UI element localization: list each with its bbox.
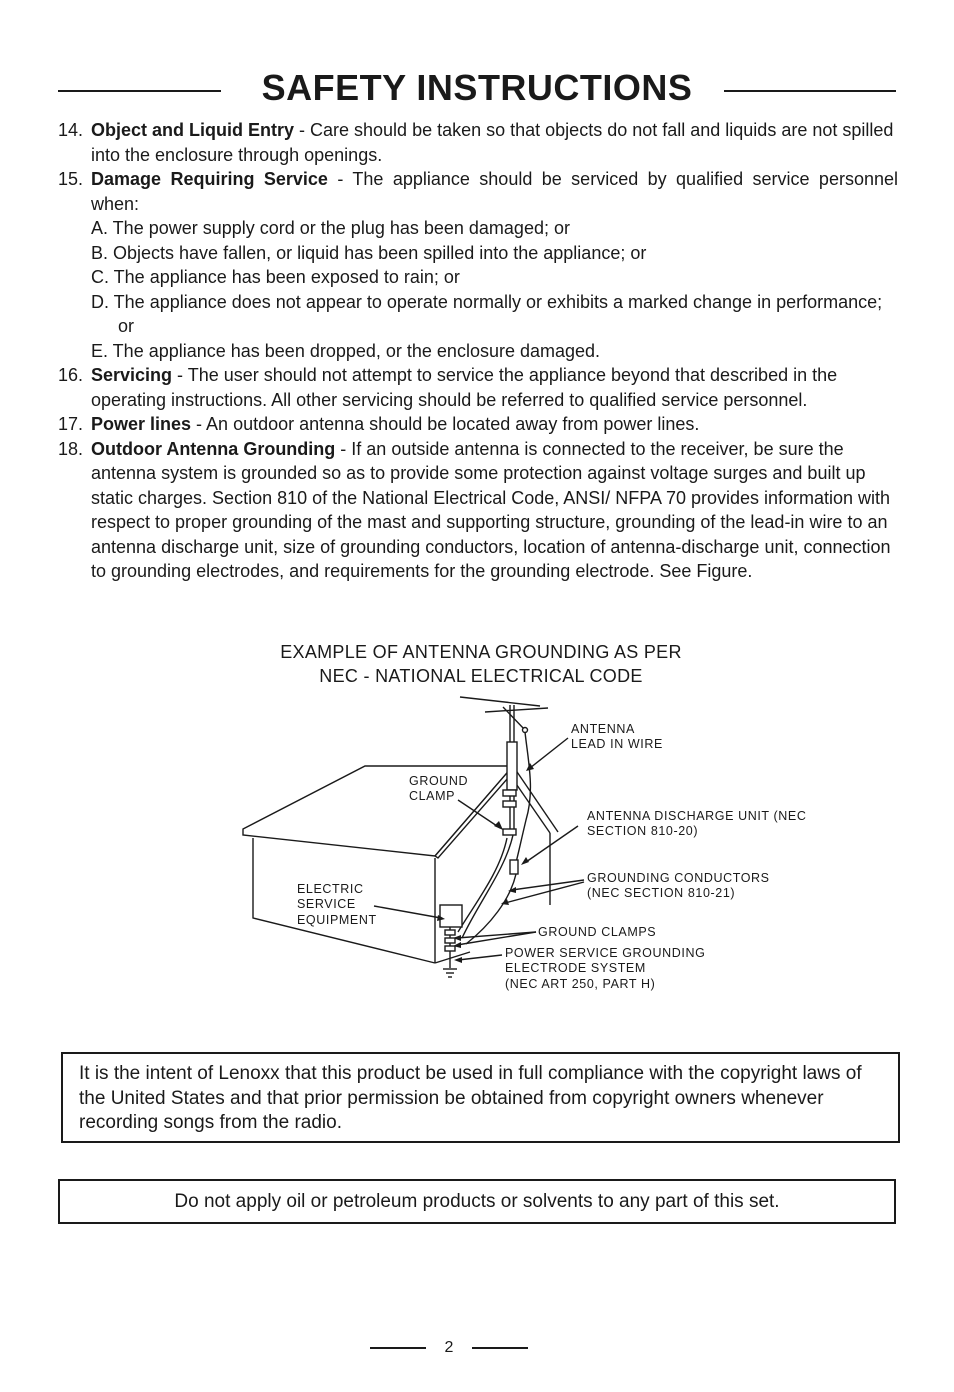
item-number: 16. xyxy=(58,365,84,385)
sub-item: A. The power supply cord or the plug has been damaged; or xyxy=(91,218,570,238)
item-heading: Power lines xyxy=(91,414,192,434)
label-discharge-unit: ANTENNA DISCHARGE UNIT (NEC xyxy=(587,809,807,823)
label-power-grounding: POWER SERVICE GROUNDING xyxy=(505,946,706,960)
grounding-conductor xyxy=(462,835,513,938)
ground-clamp xyxy=(445,930,455,935)
label-equipment: EQUIPMENT xyxy=(297,913,377,927)
label-electrode-system: ELECTRODE SYSTEM xyxy=(505,961,646,975)
sub-item: E. The appliance has been dropped, or the enclosure damaged. xyxy=(91,340,601,361)
ground-clamp xyxy=(445,938,455,943)
item-text: - Care should be taken so that objects do not fall and liquids are not spilled into the enclosure through openings. xyxy=(91,120,894,165)
sub-item: B. Objects have fallen, or liquid has been spilled into the appliance; or xyxy=(91,242,647,263)
label-electric: ELECTRIC xyxy=(297,882,364,896)
label-discharge-unit-2: SECTION 810-20) xyxy=(587,824,699,838)
item-heading: Servicing xyxy=(91,365,173,385)
copyright-notice: It is the intent of Lenoxx that this product be used in full compliance with the copyright laws of the United States and that prior permission be obtained from copyright owners whenever recording songs from the radio. xyxy=(61,1052,900,1143)
label-grounding-conductors-2: (NEC SECTION 810-21) xyxy=(587,886,736,900)
label-nec-art: (NEC ART 250, PART H) xyxy=(505,977,656,991)
discharge-unit xyxy=(510,860,518,874)
item-number: 18. xyxy=(58,438,84,459)
item-text: - The user should not attempt to service the appliance beyond that described in the operating instructions. All other servicing should be referred to qualified service personnel. xyxy=(91,365,838,410)
page-title: SAFETY INSTRUCTIONS xyxy=(261,67,693,108)
item-heading: Outdoor Antenna Grounding xyxy=(91,438,336,459)
item-heading: Object and Liquid Entry xyxy=(91,120,295,140)
figure-caption-line1: EXAMPLE OF ANTENNA GROUNDING AS PER xyxy=(280,642,682,662)
sub-item: D. The appliance does not appear to operate normally or exhibits a marked change in performance; or xyxy=(91,291,883,336)
electric-service-box xyxy=(440,905,462,927)
page-footer xyxy=(370,1336,528,1360)
label-lead-in-wire: LEAD IN WIRE xyxy=(571,737,663,751)
item-text: - The appliance should be serviced by qualified service personnel when: xyxy=(91,169,898,214)
page-number: 2 xyxy=(444,1339,454,1356)
item-number: 15. xyxy=(58,169,84,189)
label-ground-clamp-2: CLAMP xyxy=(409,789,456,803)
label-ground-clamp: GROUND xyxy=(409,774,469,788)
item-number: 17. xyxy=(58,414,84,434)
page-rule-right xyxy=(472,1347,528,1349)
label-antenna: ANTENNA xyxy=(571,722,635,736)
label-service: SERVICE xyxy=(297,897,356,911)
oil-notice: Do not apply oil or petroleum products or solvents to any part of this set. xyxy=(58,1179,896,1224)
item-number: 14. xyxy=(58,120,84,140)
sub-item: C. The appliance has been exposed to rain; or xyxy=(91,267,460,287)
figure-caption-line2: NEC - NATIONAL ELECTRICAL CODE xyxy=(319,665,643,686)
item-heading: Damage Requiring Service xyxy=(91,169,328,189)
label-ground-clamps: GROUND CLAMPS xyxy=(538,925,657,939)
earth-ground-symbol xyxy=(443,969,457,977)
item-text: - If an outside antenna is connected to the receiver, be sure the antenna system is grounded so as to provide some protection against voltage surges and built up static charges. Section 810 of the National Electrical Code, ANSI/ NFPA 70 provides information with respect to proper grounding of the mast and supporting structure, grounding of the lead-in wire to an antenna discharge unit, size of grounding conductors, location of antenna-discharge unit, connection to grounding electrodes, and requirements for the grounding electrode. See Figure. xyxy=(91,438,891,581)
label-grounding-conductors: GROUNDING CONDUCTORS xyxy=(587,871,770,885)
ground-clamp xyxy=(445,946,455,951)
item-text: - An outdoor antenna should be located away from power lines. xyxy=(191,414,700,434)
